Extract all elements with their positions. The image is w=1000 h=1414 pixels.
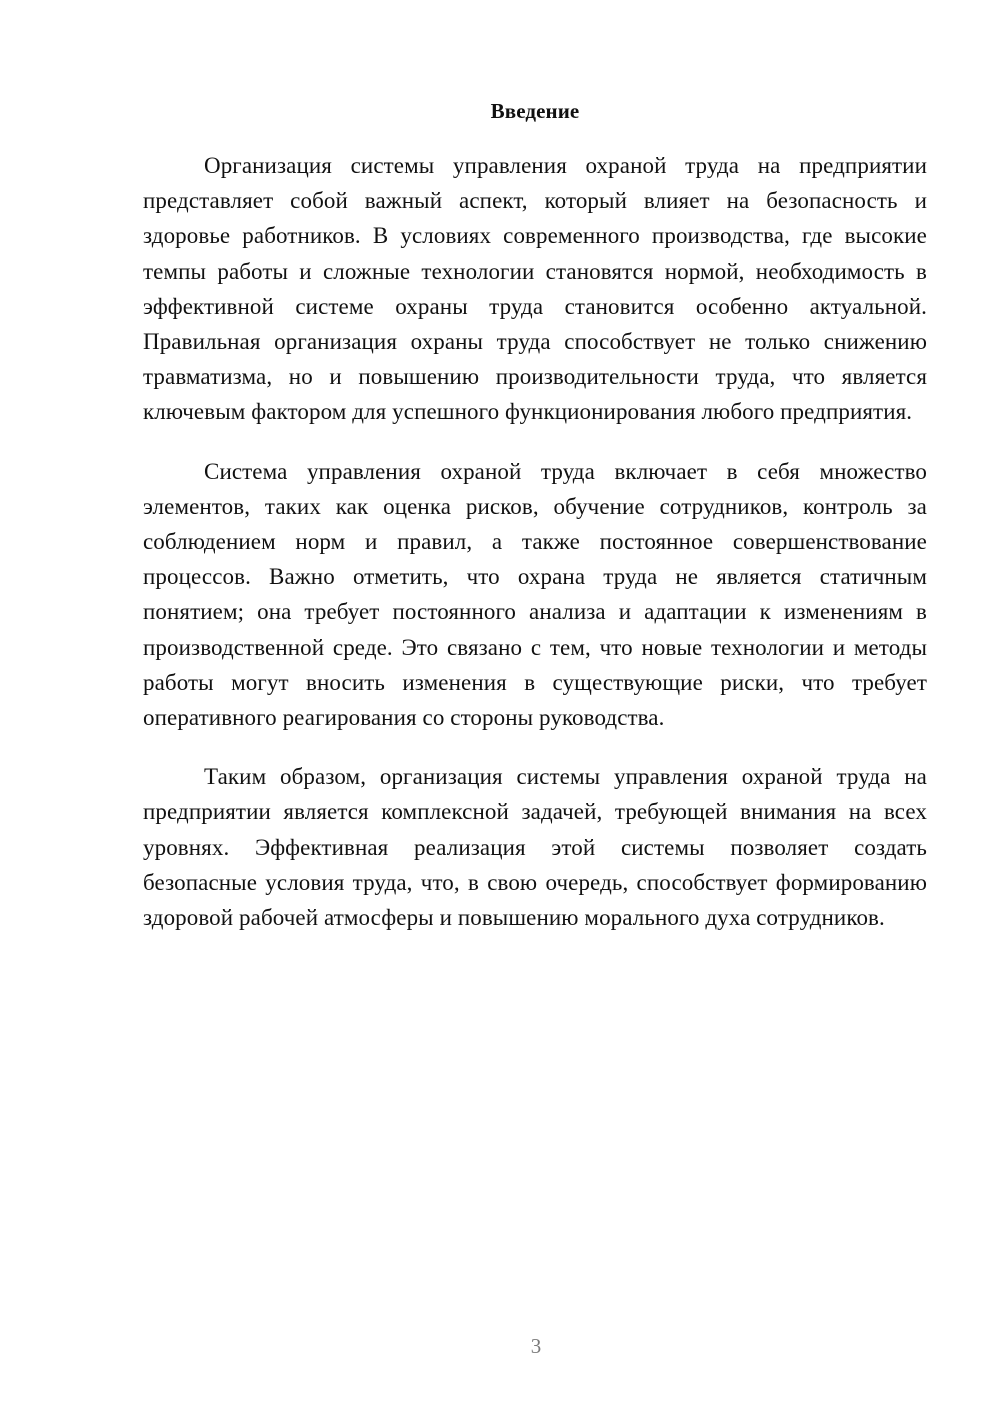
paragraph-conclusion: Таким образом, организация системы управления охраной труда на предприятии является комплексной задачей, требующей внимания на всех уровнях. Эффективная реализация этой системы позволяет создать безопасные условия труда, что, в свою очередь, способствует формированию здоровой рабочей атмосферы и повышению морального духа сотрудников. (143, 764, 927, 931)
paragraph-system-elements: Система управления охраной труда включает в себя множество элементов, таких как оценка рисков, обучение сотрудников, контроль за соблюдением норм и правил, а также постоянное совершенствование процессов. Важно отметить, что охрана труда не является статичным понятием; она требует постоянного анализа и адаптации к изменениям в производственной среде. Это связано с тем, что новые технологии и методы работы могут вносить изменения в существующие риски, что требует оперативного реагирования со стороны руководства. (143, 458, 927, 731)
page-number: 3 (530, 1334, 542, 1358)
section-title: Введение (490, 99, 580, 123)
paragraph-introduction: Организация системы управления охраной труда на предприятии представляет собой важный аспект, который влияет на безопасность и здоровье работников. В условиях современного производства, где высокие темпы работы и сложные технологии становятся нормой, необходимость в эффективной системе охраны труда становится особенно актуальной. Правильная организация охраны труда способствует не только снижению травматизма, но и повышению производительности труда, что является ключевым фактором для успешного функционирования любого предприятия. (143, 153, 927, 425)
page-content (143, 96, 927, 935)
